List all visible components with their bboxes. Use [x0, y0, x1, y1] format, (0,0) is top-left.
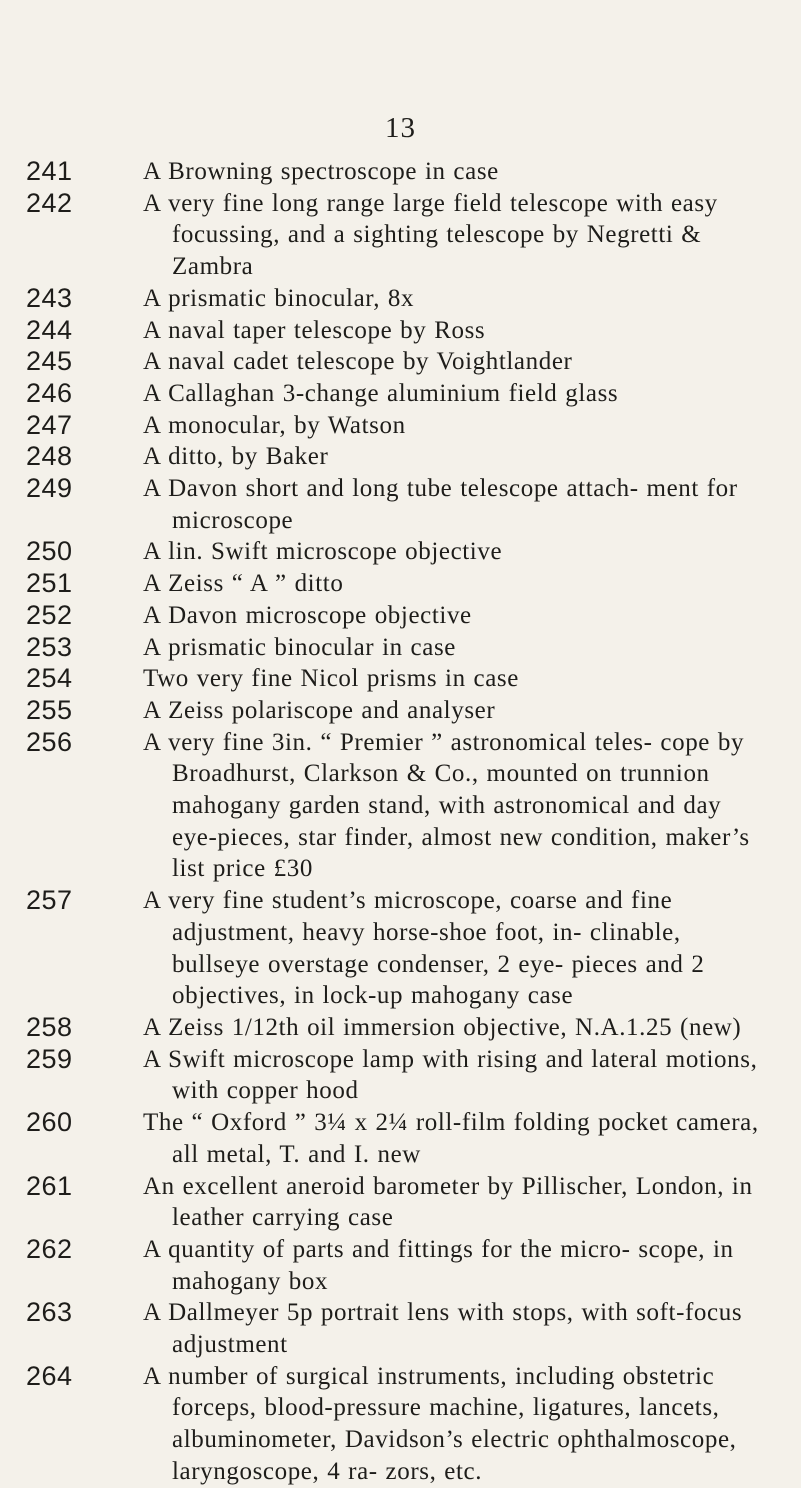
lot-description: Two very fine Nicol prisms in case: [143, 665, 519, 693]
lot-description: A Zeiss polariscope and analyser: [143, 696, 496, 724]
lot-number: 245: [26, 346, 73, 377]
lot-number: 250: [26, 536, 73, 567]
lot-description: A prismatic binocular, 8x: [143, 284, 415, 312]
lot-description: A naval taper telescope by Ross: [143, 316, 486, 344]
lot-entry: [26, 283, 796, 315]
lot-number: 251: [26, 568, 73, 599]
lot-description: A naval cadet telescope by Voightlander: [143, 348, 573, 376]
lot-number: 243: [26, 282, 73, 313]
lot-number: 261: [26, 1170, 73, 1201]
lot-number: 264: [26, 1360, 73, 1391]
lot-number: 249: [26, 473, 73, 504]
lot-entry: [26, 473, 796, 536]
lot-entry: [26, 885, 796, 1012]
lot-description: A very fine long range large field telescope with easy focussing, and a sighting telescope by Negretti & Zambra: [143, 189, 718, 281]
lot-number: 244: [26, 314, 73, 345]
lot-description: A very fine student’s microscope, coarse and fine adjustment, heavy horse-shoe foot, in- clinable, bullseye overstage condenser, 2 eye- pieces and 2 objectives, in lock-up mahogany case: [143, 887, 705, 1010]
lot-entry: [26, 695, 796, 727]
lot-entry: [26, 1044, 796, 1107]
lot-number: 248: [26, 441, 73, 472]
lot-number: 256: [26, 726, 73, 757]
lot-entry: [26, 600, 796, 632]
lot-description: A Browning spectroscope in case: [143, 158, 499, 185]
lot-description: An excellent aneroid barometer by Pillischer, London, in leather carrying case: [143, 1172, 753, 1232]
lot-number: 259: [26, 1043, 73, 1074]
lot-number: 263: [26, 1297, 73, 1328]
lot-entry: [26, 156, 796, 188]
lot-number: 241: [26, 156, 73, 186]
lot-description: A lin. Swift microscope objective: [143, 538, 503, 566]
lot-entry: [26, 1012, 796, 1044]
lot-description: A Davon microscope objective: [143, 601, 472, 629]
lot-entry: [26, 536, 796, 568]
lot-number: 258: [26, 1011, 73, 1042]
lot-entry: [26, 441, 796, 473]
lot-entry: [26, 410, 796, 442]
lot-description: The “ Oxford ” 3¼ x 2¼ roll-film folding pocket camera, all metal, T. and I. new: [143, 1109, 759, 1168]
lot-entry: [26, 568, 796, 600]
page-number: 13: [385, 112, 416, 144]
lot-description: A number of surgical instruments, including obstetric forceps, blood-pressure machine, ligatures, lancets, albuminometer, Davidson’s electric ophthalmoscope, laryngoscope, 4 ra- zors, etc.: [143, 1362, 737, 1485]
lot-description: A Davon short and long tube telescope attach- ment for microscope: [143, 475, 738, 534]
lot-number: 262: [26, 1233, 73, 1264]
lot-description: A quantity of parts and fittings for the micro- scope, in mahogany box: [143, 1235, 734, 1295]
lot-description: A Zeiss 1/12th oil immersion objective, N.A.1.25 (new): [143, 1013, 742, 1041]
lot-number: 260: [26, 1107, 73, 1138]
lot-number: 252: [26, 599, 73, 630]
lot-entry: [26, 632, 796, 664]
lot-number: 247: [26, 409, 73, 440]
lot-number: 257: [26, 885, 73, 916]
lot-entry: [26, 1234, 796, 1297]
lot-description: A Dallmeyer 5p portrait lens with stops, with soft-focus adjustment: [143, 1299, 743, 1359]
lot-entry: [26, 378, 796, 410]
lot-description: A monocular, by Watson: [143, 411, 406, 439]
lot-entry: [26, 1297, 796, 1360]
lot-description: A Callaghan 3-change aluminium field glass: [143, 379, 619, 407]
lot-number: 254: [26, 663, 73, 694]
lot-number: 246: [26, 377, 73, 408]
lot-description: A prismatic binocular in case: [143, 633, 456, 661]
lot-description: A very fine 3in. “ Premier ” astronomical teles- cope by Broadhurst, Clarkson & Co., mounted on trunnion mahogany garden stand, with astronomical and day eye-pieces, star finder, almost new condition, maker’s list price £30: [143, 728, 750, 883]
lot-description: A Zeiss “ A ” ditto: [143, 570, 344, 598]
lot-number: 255: [26, 694, 73, 725]
lot-entry: [26, 188, 796, 283]
lot-entry: [26, 727, 796, 886]
lot-list: [26, 156, 796, 1488]
lot-entry: [26, 346, 796, 378]
lot-entry: [26, 1361, 796, 1488]
lot-number: 253: [26, 631, 73, 662]
lot-entry: [26, 1107, 796, 1170]
lot-entry: [26, 663, 796, 695]
lot-number: 242: [26, 187, 73, 218]
lot-description: A ditto, by Baker: [143, 443, 329, 471]
lot-entry: [26, 1171, 796, 1234]
lot-entry: [26, 315, 796, 347]
lot-description: A Swift microscope lamp with rising and lateral motions, with copper hood: [143, 1045, 758, 1105]
